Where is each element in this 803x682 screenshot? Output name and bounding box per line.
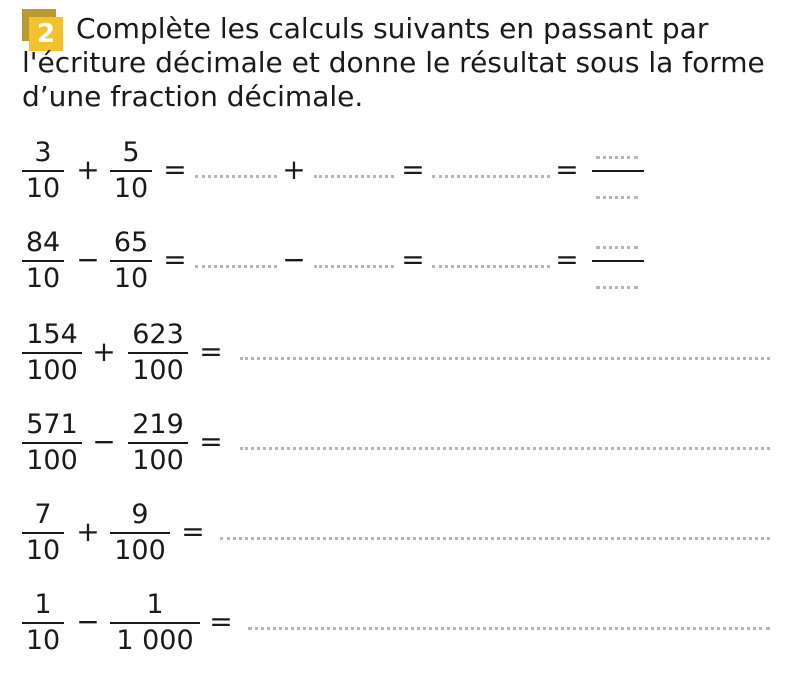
- fraction-bar: [110, 532, 170, 534]
- fraction-bar: [22, 532, 64, 534]
- equals-sign: =: [401, 153, 425, 186]
- equals-sign: =: [401, 243, 425, 276]
- fraction-b: [128, 410, 188, 476]
- numerator: 84: [25, 227, 61, 258]
- fraction-bar: [110, 260, 152, 262]
- fraction-bar: [22, 352, 82, 354]
- answer-blank[interactable]: [195, 265, 277, 268]
- fraction-a: [22, 410, 82, 476]
- result-denominator-blank[interactable]: [596, 286, 638, 289]
- denominator: 10: [25, 173, 61, 204]
- numerator: 1: [34, 589, 52, 620]
- result-denominator-blank[interactable]: [596, 196, 638, 199]
- fraction-a: [22, 590, 64, 656]
- equals-sign: =: [199, 335, 223, 368]
- numerator: 154: [26, 319, 78, 350]
- denominator: 10: [25, 535, 61, 566]
- denominator: 1 000: [116, 625, 194, 656]
- denominator: 100: [114, 535, 166, 566]
- fraction-b: [110, 228, 152, 294]
- fraction-bar: [110, 170, 152, 172]
- fraction-bar: [128, 442, 188, 444]
- fraction-bar: [22, 622, 64, 624]
- fraction-a: [22, 500, 64, 566]
- fraction-bar: [22, 442, 82, 444]
- denominator: 10: [25, 263, 61, 294]
- operator: +: [76, 153, 100, 186]
- equals-sign: =: [555, 153, 579, 186]
- answer-line[interactable]: [240, 447, 770, 450]
- result-numerator-blank[interactable]: [596, 246, 638, 249]
- fraction-bar: [128, 352, 188, 354]
- fraction-bar: [22, 170, 64, 172]
- equals-sign: =: [199, 425, 223, 458]
- denominator: 10: [113, 173, 149, 204]
- operator: −: [76, 243, 100, 276]
- answer-line[interactable]: [240, 357, 770, 360]
- fraction-bar: [110, 622, 200, 624]
- answer-blank[interactable]: [314, 175, 394, 178]
- numerator: 9: [131, 499, 149, 530]
- operator: −: [76, 605, 100, 638]
- operator: +: [92, 335, 116, 368]
- answer-blank[interactable]: [432, 265, 550, 268]
- numerator: 1: [146, 589, 164, 620]
- exercise-number: 2: [29, 17, 63, 51]
- equals-sign: =: [163, 153, 187, 186]
- numerator: 65: [113, 227, 149, 258]
- numerator: 3: [34, 137, 52, 168]
- fraction-a: [22, 320, 82, 386]
- denominator: 100: [132, 355, 184, 386]
- numerator: 623: [132, 319, 184, 350]
- denominator: 10: [25, 625, 61, 656]
- numerator: 5: [122, 137, 140, 168]
- denominator: 10: [113, 263, 149, 294]
- operator: −: [92, 425, 116, 458]
- fraction-b: [110, 138, 152, 204]
- answer-blank[interactable]: [314, 265, 394, 268]
- exercise-instruction: [22, 12, 782, 114]
- fraction-b: [110, 590, 200, 656]
- fraction-a: [22, 228, 64, 294]
- fraction-a: [22, 138, 64, 204]
- fraction-bar: [22, 260, 64, 262]
- operator: −: [282, 243, 306, 276]
- result-numerator-blank[interactable]: [596, 156, 638, 159]
- equals-sign: =: [163, 243, 187, 276]
- answer-line[interactable]: [220, 537, 770, 540]
- instruction-text: Complète les calculs suivants en passant par l'écriture décimale et donne le résultat sous la forme d’une fraction décimale.: [22, 12, 765, 113]
- denominator: 100: [26, 445, 78, 476]
- equals-sign: =: [209, 605, 233, 638]
- fraction-b: [128, 320, 188, 386]
- operator: +: [282, 153, 306, 186]
- equals-sign: =: [555, 243, 579, 276]
- numerator: 571: [26, 409, 78, 440]
- answer-line[interactable]: [248, 627, 770, 630]
- denominator: 100: [26, 355, 78, 386]
- numerator: 219: [132, 409, 184, 440]
- result-fraction-bar: [592, 260, 644, 262]
- equals-sign: =: [181, 515, 205, 548]
- result-fraction-bar: [592, 170, 644, 172]
- fraction-b: [110, 500, 170, 566]
- numerator: 7: [34, 499, 52, 530]
- answer-blank[interactable]: [432, 175, 550, 178]
- answer-blank[interactable]: [195, 175, 277, 178]
- denominator: 100: [132, 445, 184, 476]
- operator: +: [76, 515, 100, 548]
